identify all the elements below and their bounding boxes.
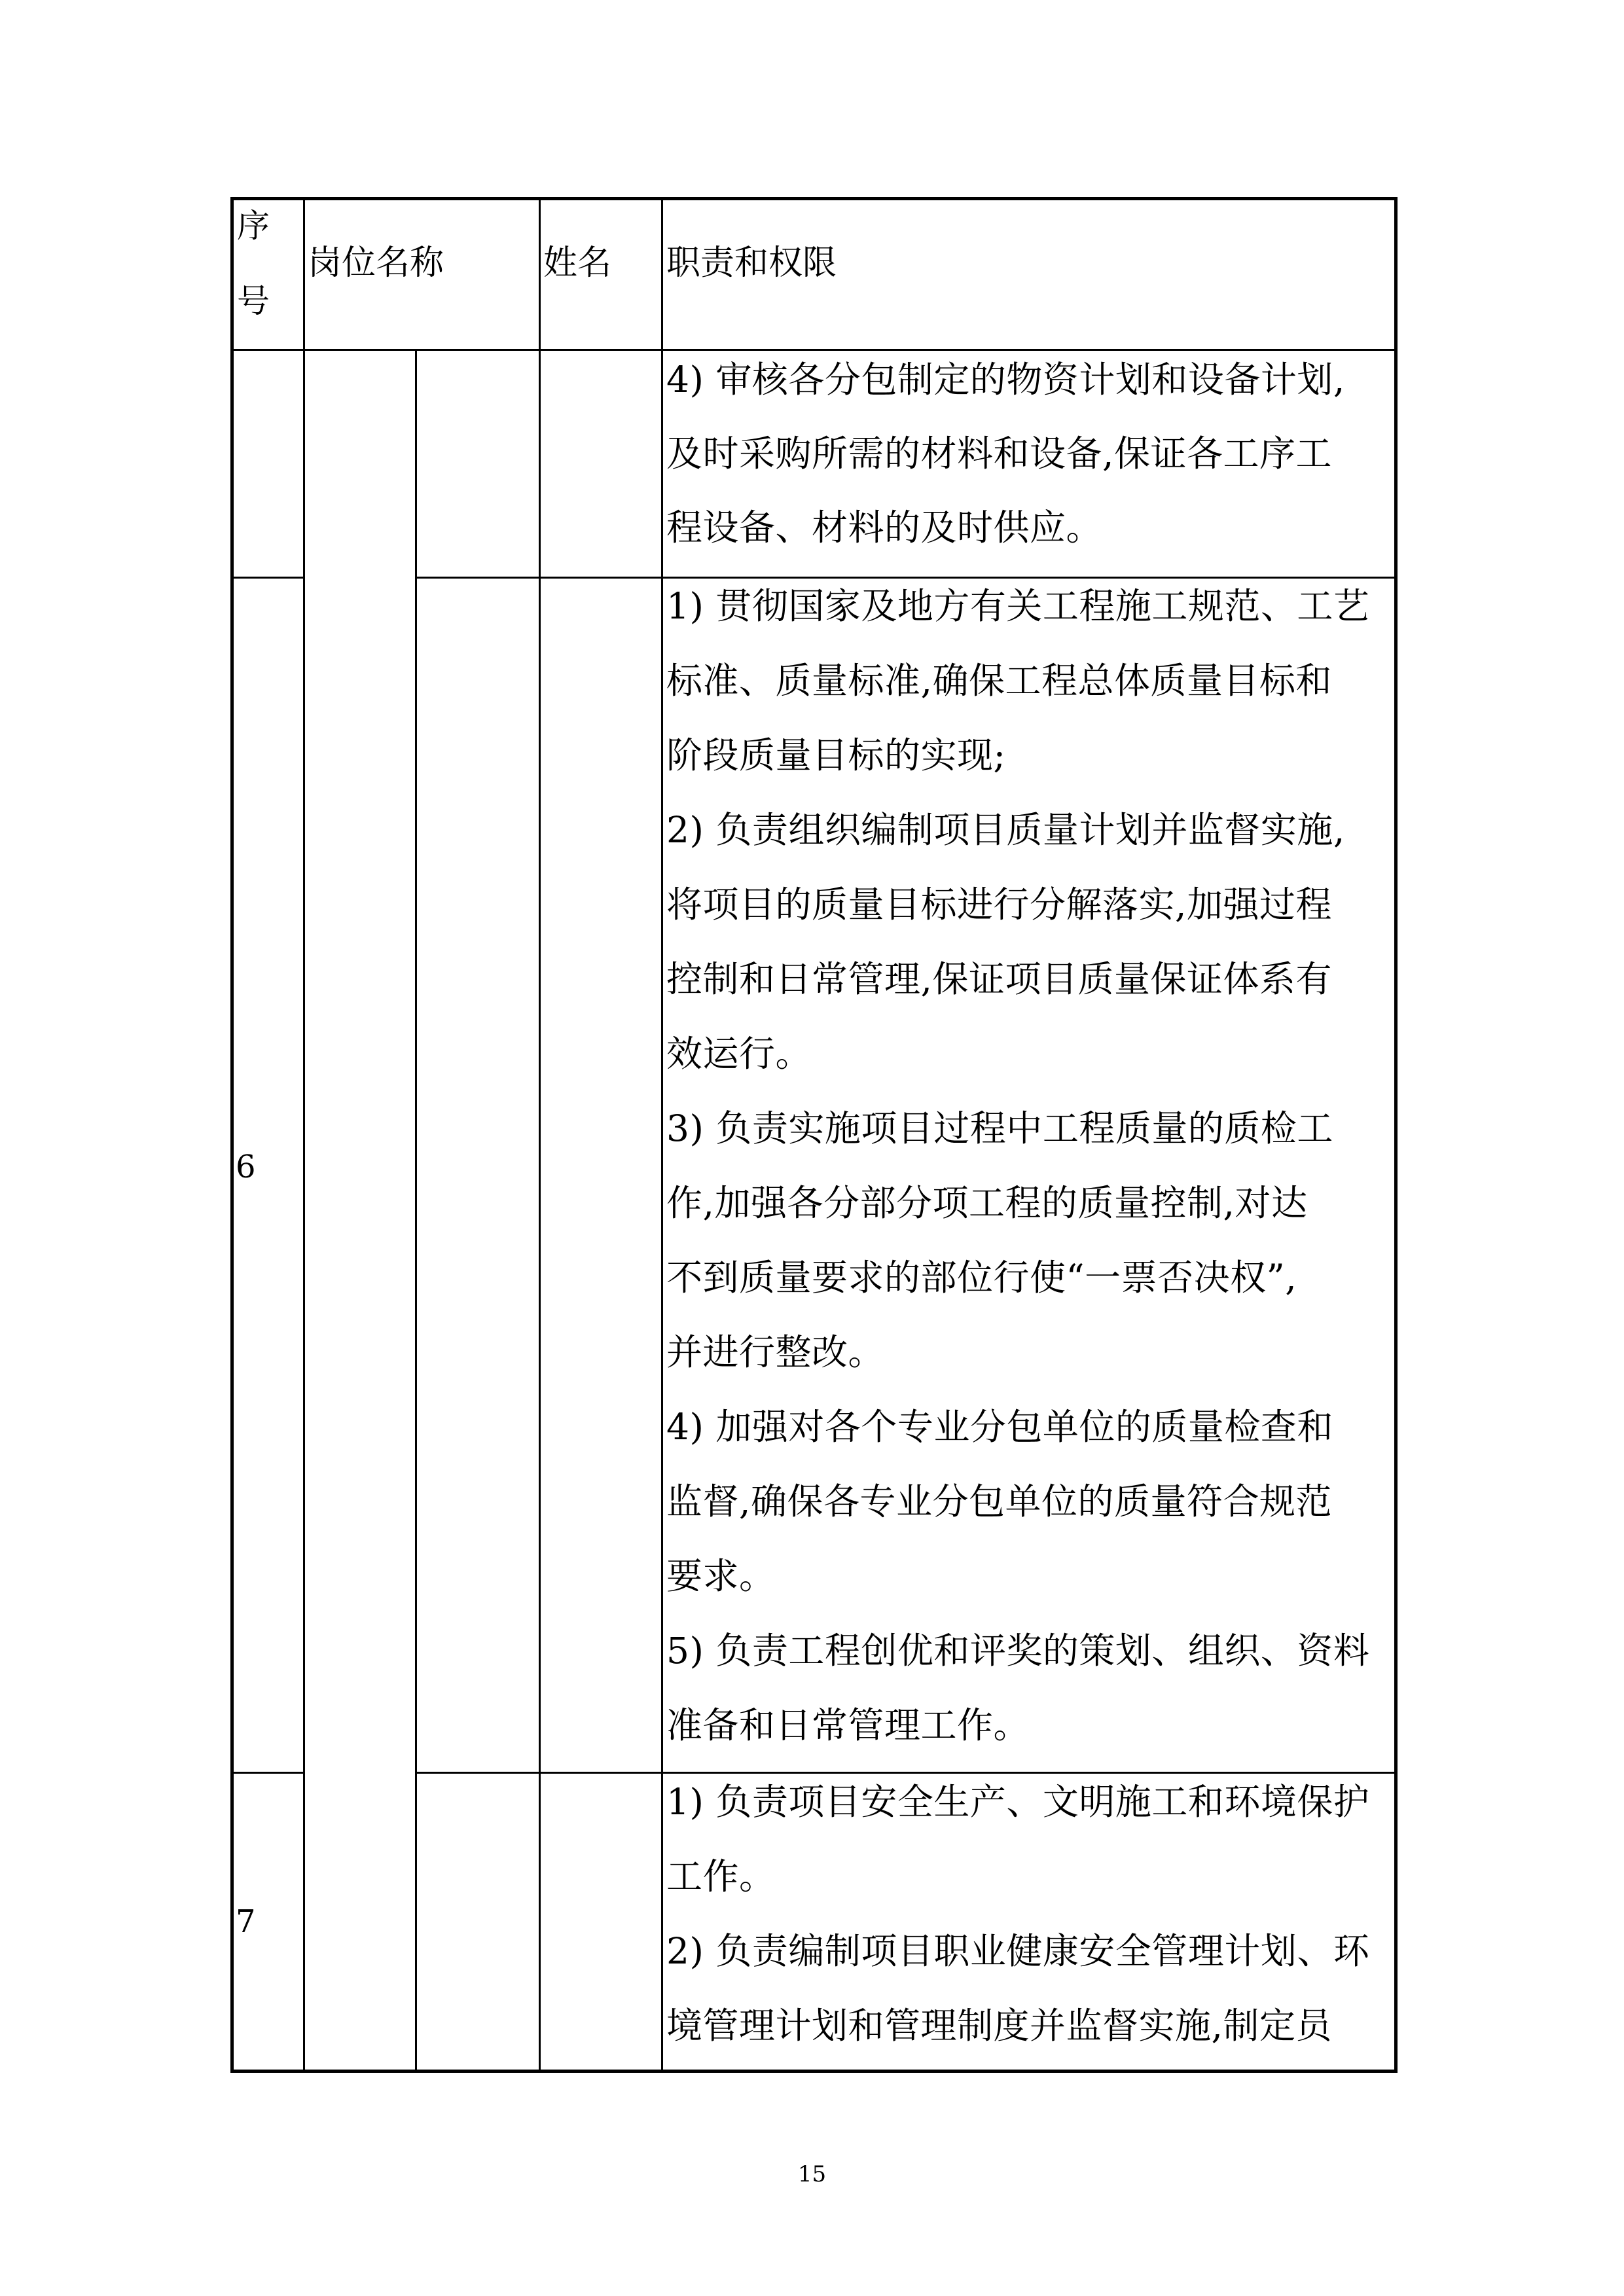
row2-duty-line: 监督,确保各专业分包单位的质量符合规范 — [666, 1480, 1332, 1522]
row2-duty-line: 不到质量要求的部位行使“一票否决权”, — [666, 1257, 1297, 1299]
row2-duty-line: 作,加强各分部分项工程的质量控制,对达 — [666, 1182, 1308, 1224]
row2-duty-line: 效运行。 — [666, 1033, 812, 1075]
row2-duty-line: 要求。 — [666, 1555, 776, 1597]
row1-bottom-border-right — [416, 577, 1398, 579]
row2-duty-line: 控制和日常管理,保证项目质量保证体系有 — [666, 958, 1332, 1000]
row2-duty-line: 标准、质量标准,确保工程总体质量目标和 — [666, 660, 1332, 702]
table-right-border — [1394, 197, 1398, 2073]
row2-bottom-border-right — [416, 1772, 1398, 1774]
row1-bottom-border — [230, 577, 304, 579]
page-number: 15 — [797, 2161, 827, 2187]
row3-duty-line: 1) 负责项目安全生产、文明施工和环境保护 — [666, 1781, 1370, 1823]
header-duties: 职责和权限 — [666, 243, 837, 283]
row2-duty-line: 准备和日常管理工作。 — [666, 1704, 1030, 1746]
header-seq-line1: 序 — [237, 207, 270, 245]
row1-duty-line: 程设备、材料的及时供应。 — [666, 507, 1103, 548]
table-top-border — [230, 197, 1398, 200]
header-bottom-border — [230, 349, 1398, 351]
row2-duty-line: 5) 负责工程创优和评奖的策划、组织、资料 — [666, 1630, 1370, 1672]
header-seq-line2: 号 — [237, 282, 270, 320]
row1-duty-line: 4) 审核各分包制定的物资计划和设备计划, — [666, 359, 1345, 401]
row2-duty-line: 阶段质量目标的实现; — [666, 734, 1006, 776]
row2-duty-line: 将项目的质量目标进行分解落实,加强过程 — [666, 884, 1332, 925]
header-name: 姓名 — [543, 243, 612, 283]
row2-duty-line: 2) 负责组织编制项目质量计划并监督实施, — [666, 809, 1345, 851]
row2-duty-line: 并进行整改。 — [666, 1331, 885, 1373]
col-position-inner-divider — [415, 349, 417, 2073]
col-position-divider — [539, 197, 541, 2073]
row3-duty-line: 2) 负责编制项目职业健康安全管理计划、环 — [666, 1930, 1370, 1972]
row2-duty-line: 3) 负责实施项目过程中工程质量的质检工 — [666, 1107, 1333, 1149]
col-seq-divider — [303, 197, 305, 2073]
row2-duty-line: 4) 加强对各个专业分包单位的质量检查和 — [666, 1406, 1333, 1448]
row2-duty-line: 1) 贯彻国家及地方有关工程施工规范、工艺 — [666, 585, 1370, 627]
col-name-divider — [661, 197, 663, 2073]
header-position: 岗位名称 — [308, 243, 444, 283]
table-left-border — [230, 197, 234, 2073]
row1-duty-line: 及时采购所需的材料和设备,保证各工序工 — [666, 433, 1332, 475]
table-bottom-border — [230, 2070, 1398, 2073]
row3-duty-line: 境管理计划和管理制度并监督实施,制定员 — [666, 2005, 1332, 2047]
row2-seq: 6 — [236, 1149, 256, 1185]
row3-duty-line: 工作。 — [666, 1856, 776, 1897]
row2-bottom-border — [230, 1772, 304, 1774]
row3-seq: 7 — [236, 1903, 256, 1940]
